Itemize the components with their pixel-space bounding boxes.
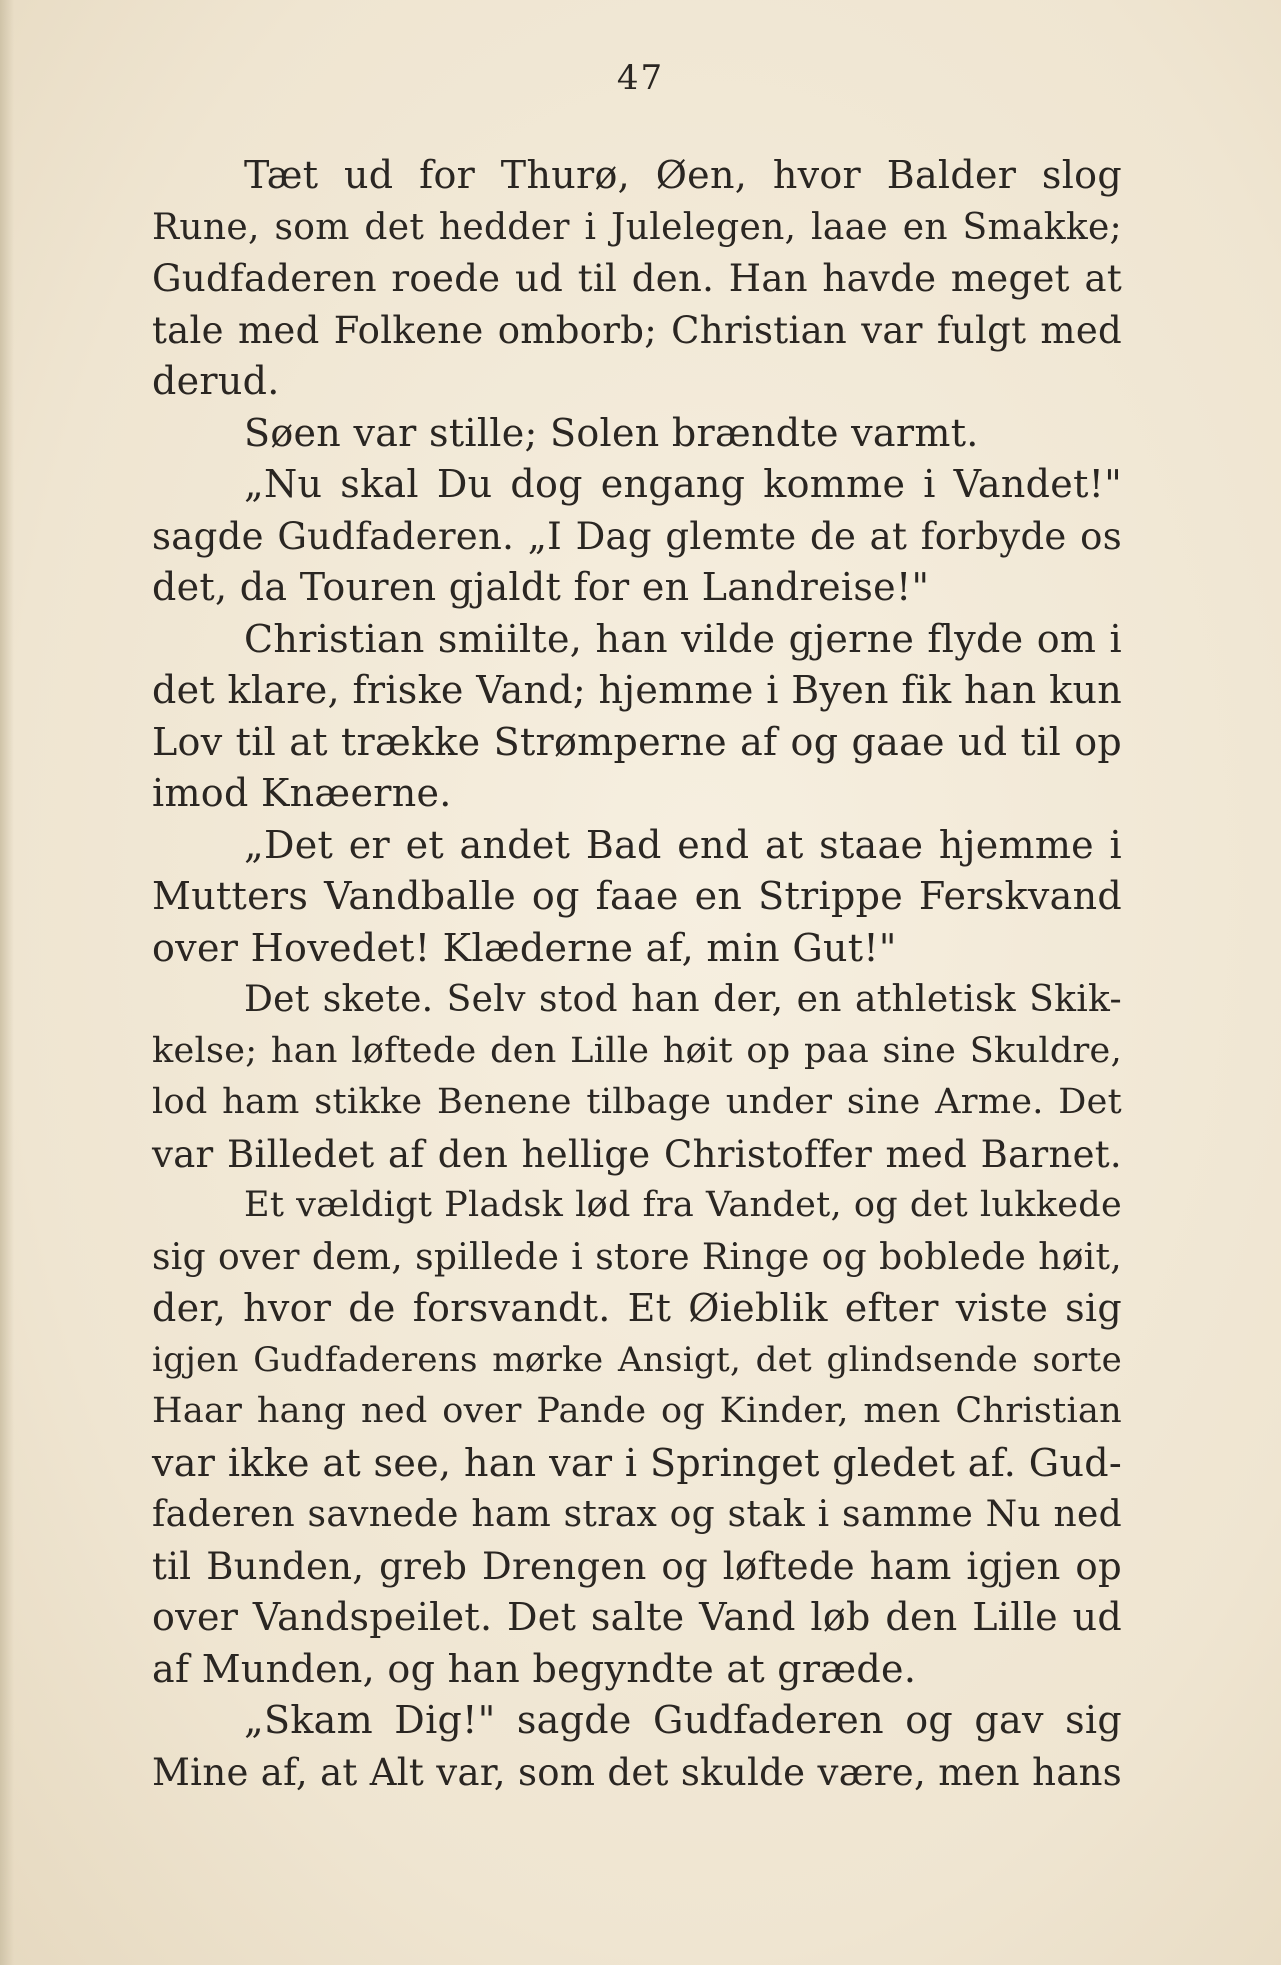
text-line: faderen savnede ham strax og stak i samme Nu ned — [152, 1494, 1122, 1535]
text-line: Gudfaderen roede ud til den. Han havde meget at — [152, 257, 1122, 300]
text-line: Christian smiilte, han vilde gjerne flyde om i — [244, 616, 1122, 661]
text-line: Tæt ud for Thurø, Øen, hvor Balder slog — [244, 153, 1122, 197]
text-line: tale med Folkene omborb; Christian var fulgt med — [152, 308, 1122, 352]
text-line: „Nu skal Du dog engang komme i Vandet!" — [244, 462, 1122, 506]
text-line: af Munden, og han begyndte at græde. — [152, 1646, 917, 1691]
text-line: imod Knæerne. — [152, 771, 452, 815]
text-line: Det skete. Selv stod han der, en athletisk Skik- — [244, 979, 1122, 1020]
text-line: var Billedet af den hellige Christoffer med Barnet. — [152, 1132, 1122, 1176]
text-line: Mine af, at Alt var, som det skulde være, men hans — [152, 1750, 1122, 1794]
text-line: derud. — [152, 359, 280, 403]
text-line: Haar hang ned over Pande og Kinder, men Christian — [152, 1391, 1122, 1431]
text-line: igjen Gudfaderens mørke Ansigt, det glindsende sorte — [152, 1339, 1122, 1380]
body-text — [152, 150, 1122, 1798]
text-line: „Skam Dig!" sagde Gudfaderen og gav sig — [244, 1698, 1122, 1742]
binding-edge — [0, 0, 14, 1965]
text-line: til Bunden, greb Drengen og løftede ham igjen op — [152, 1544, 1122, 1588]
text-line: Lov til at trække Strømperne af og gaae ud til op — [152, 719, 1122, 764]
text-line: det klare, friske Vand; hjemme i Byen fik han kun — [152, 668, 1122, 712]
page-number: 47 — [616, 58, 665, 98]
text-line: Et vældigt Pladsk lød fra Vandet, og det lukkede — [244, 1185, 1122, 1225]
text-line: sig over dem, spillede i store Ringe og boblede høit, — [152, 1236, 1122, 1278]
text-line: Søen var stille; Solen brændte varmt. — [244, 410, 979, 455]
text-line: det, da Touren gjaldt for en Landreise!" — [152, 565, 930, 609]
text-line: „Det er et andet Bad end at staae hjemme i — [244, 822, 1122, 867]
text-line: over Vandspeilet. Det salte Vand løb den Lille ud — [152, 1595, 1122, 1639]
text-line: sagde Gudfaderen. „I Dag glemte de at forbyde os — [152, 514, 1122, 558]
text-line: Mutters Vandballe og faae en Strippe Ferskvand — [152, 874, 1122, 918]
text-line: over Hovedet! Klæderne af, min Gut!" — [152, 925, 897, 970]
text-line: Rune, som det hedder i Julelegen, laae en Smakke; — [152, 206, 1122, 248]
text-line: var ikke at see, han var i Springet gledet af. Gud- — [152, 1440, 1122, 1485]
text-line: lod ham stikke Benene tilbage under sine Arme. Det — [152, 1082, 1122, 1122]
text-line: der, hvor de forsvandt. Et Øieblik efter viste sig — [152, 1286, 1122, 1330]
text-line: kelse; han løftede den Lille høit op paa sine Skuldre, — [152, 1030, 1122, 1071]
